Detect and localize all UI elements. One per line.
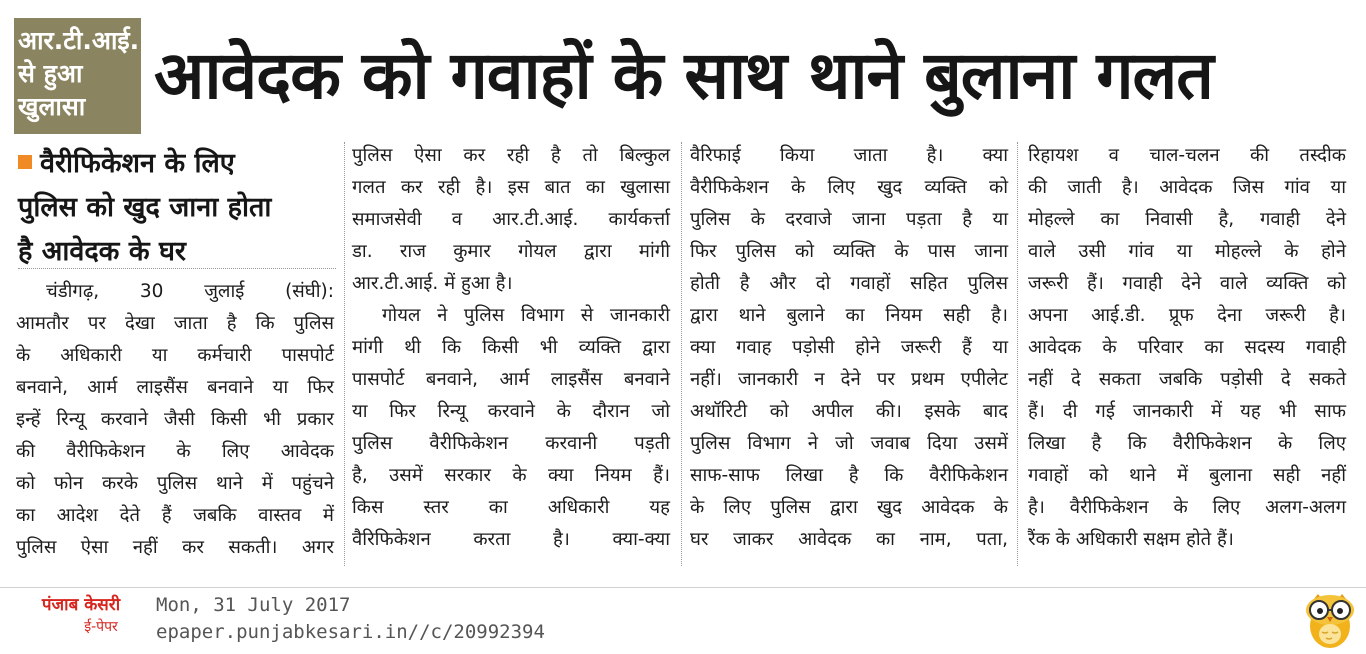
- text-line: क्या गवाह पड़ोसी होने जरूरी हैं या: [690, 337, 1008, 358]
- column-divider: [344, 142, 345, 566]
- text-line: साफ-साफ लिखा है कि वैरीफिकेशन: [690, 465, 1008, 486]
- text-line: घर जाकर आवेदक का नाम, पता,: [690, 529, 1008, 550]
- logo-subtitle: ई-पेपर: [84, 619, 118, 635]
- subheadline-line: पुलिस को खुद जाना होता: [18, 192, 272, 223]
- text-line: डा. राज कुमार गोयल द्वारा मांगी: [352, 241, 670, 262]
- edition-meta: [156, 592, 545, 646]
- text-line: की वैरीफिकेशन के लिए आवेदक: [16, 441, 334, 462]
- text-line: पुलिस ऐसा नहीं कर सकती। अगर: [16, 537, 334, 558]
- column-divider: [681, 142, 682, 566]
- text-line: वैरिफाई किया जाता है। क्या: [690, 145, 1008, 166]
- text-line: अपना आई.डी. प्रूफ देना जरूरी है।: [1028, 305, 1346, 326]
- text-line: आवेदक के परिवार का सदस्य गवाही: [1028, 337, 1346, 358]
- text-line: की जाती है। आवेदक जिस गांव या: [1028, 177, 1346, 198]
- article-column-2: [352, 140, 670, 556]
- edition-date: Mon, 31 July 2017: [156, 594, 351, 616]
- text-line: द्वारा थाने बुलाने का नियम सही है।: [690, 305, 1008, 326]
- text-line: समाजसेवी व आर.टी.आई. कार्यकर्त्ता: [352, 209, 670, 230]
- article-column-1: [16, 276, 334, 564]
- text-line: वैरीफिकेशन के लिए खुद व्यक्ति को: [690, 177, 1008, 198]
- text-line: है, उसमें सरकार के क्या नियम हैं।: [352, 465, 670, 486]
- section-tag-line: खुलासा: [18, 92, 86, 121]
- text-line: चंडीगढ़, 30 जुलाई (संघी):: [46, 281, 334, 302]
- text-line: पुलिस के दरवाजे जाना पड़ता है या: [690, 209, 1008, 230]
- text-line: गलत कर रही है। इस बात का खुलासा: [352, 177, 670, 198]
- text-line: पुलिस वैरीफिकेशन करवानी पड़ती: [352, 433, 670, 454]
- text-line: के लिए पुलिस द्वारा खुद आवेदक के: [690, 497, 1008, 518]
- text-line: अथॉरिटी को अपील की। इसके बाद: [690, 401, 1008, 422]
- text-line: को फोन करके पुलिस थाने में पहुंचने: [16, 473, 334, 494]
- bullet-square-icon: [18, 155, 32, 169]
- text-line: मांगी थी कि किसी भी व्यक्ति द्वारा: [352, 337, 670, 358]
- text-line: इन्हें रिन्यू करवाने जैसी किसी भी प्रकार: [16, 409, 334, 430]
- text-line: नहीं दे सकता जबकि पड़ोसी दे सकते: [1028, 369, 1346, 390]
- edition-url[interactable]: epaper.punjabkesari.in//c/20992394: [156, 621, 545, 643]
- section-tag-line: आर.टी.आई.: [18, 26, 140, 55]
- owl-icon[interactable]: [1300, 586, 1360, 650]
- text-line: के अधिकारी या कर्मचारी पासपोर्ट: [16, 345, 334, 366]
- text-line: लिखा है कि वैरीफिकेशन के लिए: [1028, 433, 1346, 454]
- text-line: रिहायश व चाल-चलन की तस्दीक: [1028, 145, 1346, 166]
- text-line: का आदेश देते हैं जबकि वास्तव में: [16, 505, 334, 526]
- text-line: नहीं। जानकारी न देने पर प्रथम एपीलेट: [690, 369, 1008, 390]
- text-line: मोहल्ले का निवासी है, गवाही देने: [1028, 209, 1346, 230]
- text-line: बनवाने, आर्म लाइसैंस बनवाने या फिर: [16, 377, 334, 398]
- text-line: आमतौर पर देखा जाता है कि पुलिस: [16, 313, 334, 334]
- article-column-3: [690, 140, 1008, 556]
- text-line: जरूरी हैं। गवाही देने वाले व्यक्ति को: [1028, 273, 1346, 294]
- text-line: वाले उसी गांव या मोहल्ले के होने: [1028, 241, 1346, 262]
- publisher-logo[interactable]: [22, 594, 140, 638]
- column-divider: [1017, 142, 1018, 566]
- section-tag: [14, 18, 141, 134]
- subheadline-divider: [18, 268, 336, 269]
- text-line: किस स्तर का अधिकारी यह: [352, 497, 670, 518]
- text-line: पुलिस विभाग ने जो जवाब दिया उसमें: [690, 433, 1008, 454]
- article-subheadline: [18, 142, 336, 274]
- text-line: फिर पुलिस को व्यक्ति के पास जाना: [690, 241, 1008, 262]
- text-line: हैं। दी गई जानकारी में यह भी साफ: [1028, 401, 1346, 422]
- text-line: गोयल ने पुलिस विभाग से जानकारी: [382, 305, 670, 326]
- text-line: है। वैरीफिकेशन के लिए अलग-अलग: [1028, 497, 1346, 518]
- article-column-4: [1028, 140, 1346, 556]
- article-headline: आवेदक को गवाहों के साथ थाने बुलाना गलत: [154, 37, 1213, 114]
- footer-divider: [0, 587, 1366, 588]
- text-line: गवाहों को थाने में बुलाना सही नहीं: [1028, 465, 1346, 486]
- subheadline-line: है आवेदक के घर: [18, 236, 186, 267]
- text-line: आर.टी.आई. में हुआ है।: [352, 273, 513, 294]
- text-line: या फिर रिन्यू करवाने के दौरान जो: [352, 401, 670, 422]
- text-line: पुलिस ऐसा कर रही है तो बिल्कुल: [352, 145, 670, 166]
- text-line: वैरिफिकेशन करता है। क्या-क्या: [352, 529, 670, 550]
- text-line: होती है और दो गवाहों सहित पुलिस: [690, 273, 1008, 294]
- logo-title: पंजाब केसरी: [41, 595, 121, 615]
- section-tag-line: से हुआ: [18, 59, 83, 88]
- subheadline-line: वैरीफिकेशन के लिए: [18, 142, 336, 186]
- text-line: पासपोर्ट बनवाने, आर्म लाइसैंस बनवाने: [352, 369, 670, 390]
- text-line: रैंक के अधिकारी सक्षम होते हैं।: [1028, 529, 1234, 550]
